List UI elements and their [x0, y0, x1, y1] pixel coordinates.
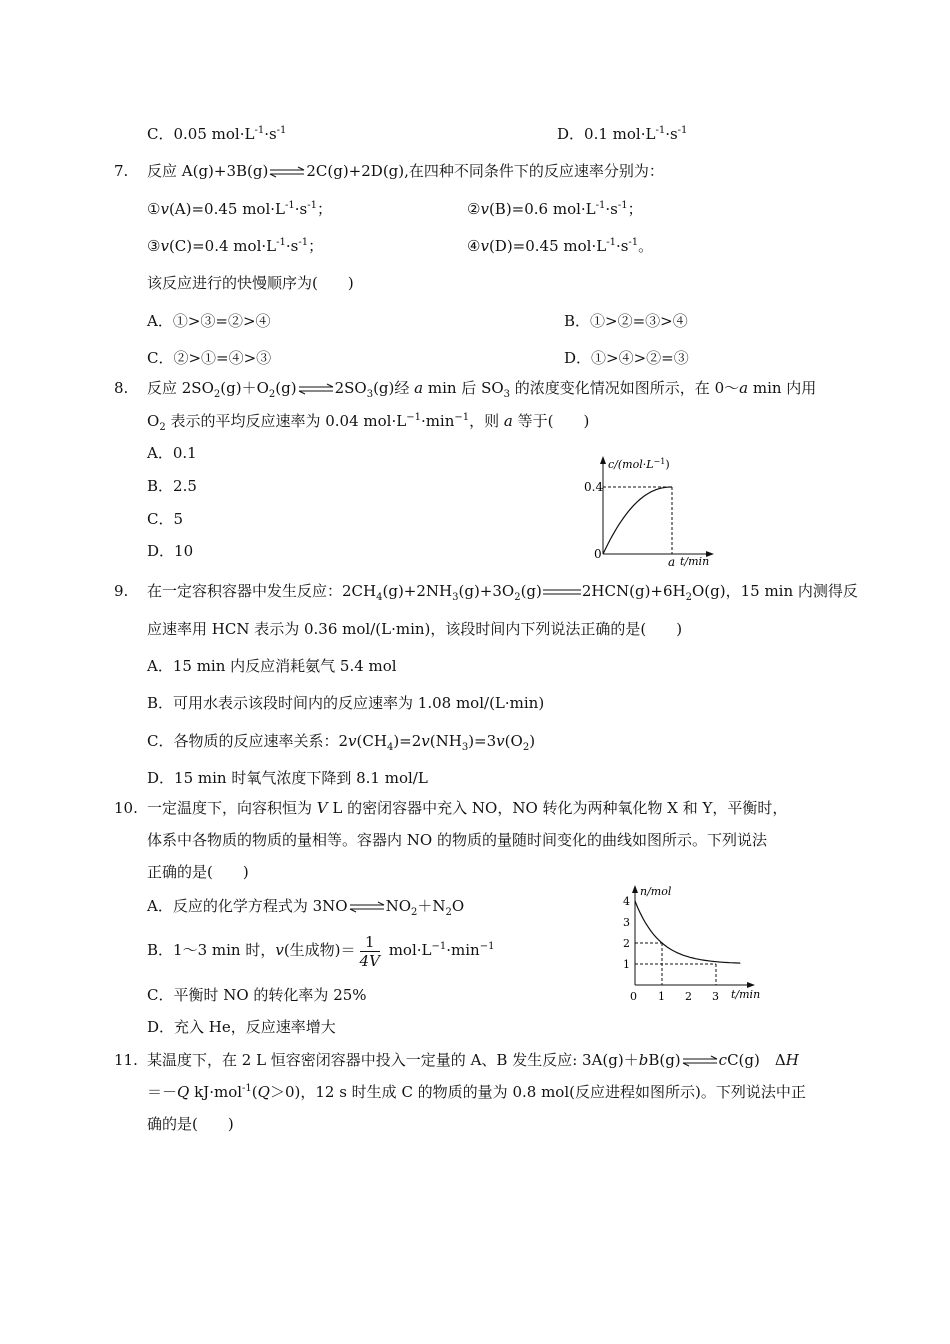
q10-y-label: n/mol	[640, 885, 672, 898]
q11-stem-line-2: ＝－Q kJ·mol$^{-1}$(Q＞0)，12 s 时生成 C 的物质的量为 0.8 mol(反应进程如图所示)。下列说法中正	[147, 1083, 806, 1101]
q10-number: 10.	[114, 799, 138, 817]
q7-condition-1: ①v(A)=0.45 $mol\cdot L^{-1}\cdot s^{-1}$；	[147, 200, 332, 218]
q8-concentration-graph	[580, 452, 740, 572]
q9-stem-line-2: 应速率用 HCN 表示为 0.36 mol/(L·min)，该段时间内下列说法正确的是( )	[147, 620, 683, 638]
q9-option-c: C．各物质的反应速率关系：$2v(CH_4)=2v(NH_3)=3v(O_2)$	[147, 732, 536, 753]
q9-option-b: B．可用水表示该段时间内的反应速率为 1.08 mol/(L·min)	[147, 694, 545, 712]
q10-option-a: A．反应的化学方程式为 3NO $NO_2+N_2O$	[147, 897, 465, 918]
q8-curve	[603, 487, 672, 554]
q7-condition-4: ④v(D)=0.45 $mol\cdot L^{-1}\cdot s^{-1}$。	[467, 237, 654, 255]
q8-option-b: B．2.5	[147, 477, 197, 495]
q11-stem-line-3: 确的是( )	[147, 1115, 234, 1133]
q9-stem-line-1: 在一定容积容器中发生反应：$2CH_4(g)+2NH_3(g)+3O_2(g)$ $2HCN(g)+6H_2O(g)$，15 min 内测得反	[147, 582, 858, 603]
q6-option-c: C．0.05 $mol\cdot L^{-1}\cdot s^{-1}$	[147, 125, 287, 143]
q7-condition-2: ②v(B)=0.6 $mol\cdot L^{-1}\cdot s^{-1}$；	[467, 200, 643, 218]
q8-stem-line-2: $O_2$ 表示的平均反应速率为 0.04 $mol\cdot L^{-1}\cdot\min^{-1}$，则 a 等于( )	[147, 412, 590, 433]
q9-number: 9.	[114, 582, 129, 600]
q10-y-tick-label: 4	[623, 895, 630, 908]
q10-y-tick-label: 3	[623, 916, 630, 929]
q8-y-tick: 0.4	[584, 480, 604, 494]
q6-option-d: D．0.1 $mol\cdot L^{-1}\cdot s^{-1}$	[557, 125, 688, 143]
q10-x-tick-label: 2	[685, 990, 692, 1003]
q7-option-d: D．①>④>②=③	[564, 349, 689, 367]
equals-double-line-icon	[542, 587, 582, 597]
q11-number: 11.	[114, 1051, 138, 1069]
q8-origin: 0	[594, 547, 602, 561]
q7-option-c: C．②>①=④>③	[147, 349, 272, 367]
q10-x-tick-label: 0	[630, 990, 637, 1003]
q10-option-c: C．平衡时 NO 的转化率为 25%	[147, 986, 367, 1004]
q7-number: 7.	[114, 162, 129, 180]
equilibrium-arrow-icon	[297, 383, 335, 395]
q10-x-label: t/min	[731, 988, 761, 1001]
equilibrium-arrow-icon	[348, 901, 386, 913]
q10-stem-line-1: 一定温度下，向容积恒为 V L 的密闭容器中充入 NO，NO 转化为两种氧化物 X 和 Y，平衡时，	[147, 799, 788, 817]
equilibrium-arrow-icon	[268, 166, 306, 178]
q10-amount-graph	[615, 880, 775, 1005]
q10-curve	[635, 901, 740, 963]
q8-x-label: t/min	[680, 555, 710, 568]
q11-stem-line-1: 某温度下，在 2 L 恒容密闭容器中投入一定量的 A、B 发生反应: 3A(g)＋bB(g) cC(g) ΔH	[147, 1051, 799, 1069]
q8-option-c: C．5	[147, 510, 184, 528]
q10-y-axis-arrow-icon	[632, 885, 638, 893]
q8-stem-line-1: 反应 $2SO_2(g)+O_2(g)$ $2SO_3(g)$经 a min 后 $SO_3$ 的浓度变化情况如图所示，在 0～a min 内用	[147, 379, 817, 400]
q8-number: 8.	[114, 379, 129, 397]
q7-condition-3: ③v(C)=0.4 $mol\cdot L^{-1}\cdot s^{-1}$；	[147, 237, 324, 255]
q10-y-tick-label: 2	[623, 937, 630, 950]
q10-option-b: B．1～3 min 时，v(生成物)＝ $\frac{1}{4V}$ $mol\cdot L^{-1}\cdot\min^{-1}$	[147, 932, 495, 970]
q9-option-d: D．15 min 时氧气浓度下降到 8.1 mol/L	[147, 769, 428, 787]
q10-x-tick-label: 1	[658, 990, 665, 1003]
q8-y-label: $c/(mol\cdot L^{-1})$	[608, 457, 670, 471]
q8-option-d: D．10	[147, 542, 194, 560]
q10-stem-line-3: 正确的是( )	[147, 863, 249, 881]
q10-y-tick-label: 1	[623, 958, 630, 971]
q10-fraction: $\frac{1}{4V}$	[359, 932, 380, 970]
q8-y-axis-arrow-icon	[600, 456, 606, 464]
q10-stem-line-2: 体系中各物质的物质的量相等。容器内 NO 的物质的量随时间变化的曲线如图所示。下列说法	[147, 831, 767, 849]
q7-option-b: B．①>②=③>④	[564, 312, 688, 330]
q7-question: 该反应进行的快慢顺序为( )	[147, 274, 354, 292]
q7-stem: 反应 A(g)+3B(g) 2C(g)+2D(g),在四种不同条件下的反应速率分别为：	[147, 162, 664, 180]
equilibrium-arrow-icon	[681, 1055, 719, 1067]
q10-x-tick-label: 3	[712, 990, 719, 1003]
q7-option-a: A．①>③=②>④	[147, 312, 271, 330]
q10-option-d: D．充入 He，反应速率增大	[147, 1018, 336, 1036]
q8-x-tick: a	[668, 555, 676, 569]
q9-option-a: A．15 min 内反应消耗氨气 5.4 mol	[147, 657, 397, 675]
q8-option-a: A．0.1	[147, 444, 197, 462]
